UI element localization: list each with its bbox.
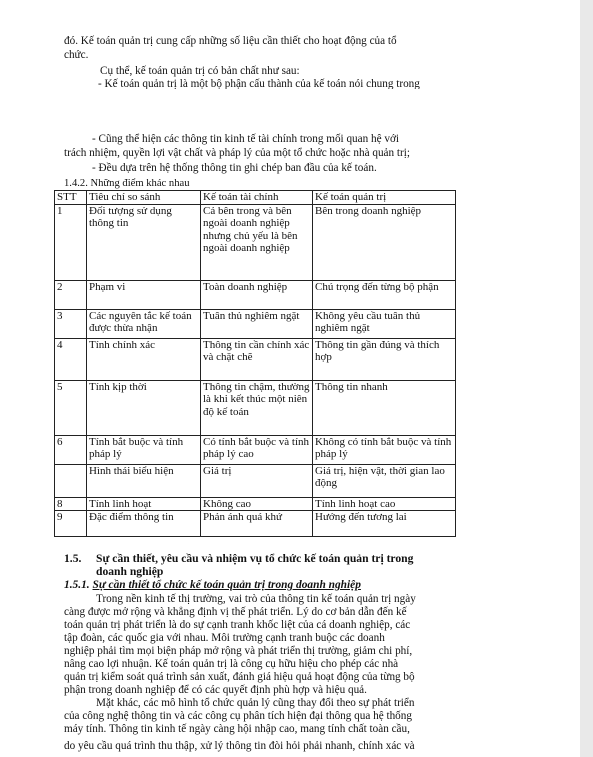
cell-criteria: Các nguyên tắc kế toán được thừa nhận	[87, 309, 201, 338]
cell-stt: 9	[55, 511, 87, 537]
body-line-clipped: do yêu cầu quá trình thu thập, xử lý thông tin đòi hỏi phải nhanh, chính xác và	[64, 740, 415, 752]
body-line: nghiệp phải tìm mọi biện pháp mở rộng và phát triển thị trường, giảm chi phí,	[64, 645, 413, 657]
table-row	[55, 435, 456, 464]
cell-financial: Giá trị	[201, 464, 313, 497]
cell-stt: 1	[55, 204, 87, 280]
table-row	[55, 204, 456, 280]
comparison-table	[54, 190, 456, 537]
cell-management: Tính linh hoạt cao	[313, 497, 456, 511]
section-number: 1.5.	[64, 552, 82, 565]
body-line: Trong nền kinh tế thị trường, vai trò của thông tin kế toán quản trị ngày	[96, 593, 416, 605]
cell-financial: Cả bên trong và bên ngoài doanh nghiệp nhưng chủ yếu là bên ngoài doanh nghiệp	[201, 204, 313, 280]
cell-financial: Tuân thủ nghiêm ngặt	[201, 309, 313, 338]
cell-management: Chú trọng đến từng bộ phận	[313, 280, 456, 309]
table-row	[55, 464, 456, 497]
cell-management: Thông tin gần đúng và thích hợp	[313, 338, 456, 380]
intro-line-4-clipped: - Kế toán quản trị là một bộ phận cấu thành của kế toán nói chung trong	[98, 78, 420, 89]
body-line: càng được mở rộng và khẳng định vị thế phát triển. Lý do cơ bản dẫn đến kế	[64, 606, 407, 618]
cell-criteria: Đối tượng sử dụng thông tin	[87, 204, 201, 280]
intro-line-2: chức.	[64, 49, 89, 61]
cell-stt: 2	[55, 280, 87, 309]
cell-financial: Thông tin chậm, thường là khi kết thúc một niên độ kế toán	[201, 380, 313, 435]
cell-criteria: Tính linh hoạt	[87, 497, 201, 511]
page-edge-shadow	[580, 0, 593, 757]
cell-financial: Có tính bắt buộc và tính pháp lý cao	[201, 435, 313, 464]
body-line: của công nghệ thông tin và các công cụ phân tích hiện đại thông qua hệ thống	[64, 710, 412, 722]
cell-financial: Phản ánh quá khứ	[201, 511, 313, 537]
intro-line-3: Cụ thể, kế toán quản trị có bản chất như sau:	[100, 65, 300, 77]
cell-criteria: Phạm vi	[87, 280, 201, 309]
cell-stt: 4	[55, 338, 87, 380]
cell-financial: Không cao	[201, 497, 313, 511]
cell-management: Không có tính bắt buộc và tính pháp lý	[313, 435, 456, 464]
table-row	[55, 511, 456, 537]
body-line: toán quản trị phát triển là do sự cạnh tranh khốc liệt của cá doanh nghiệp, các	[64, 619, 411, 631]
cell-stt: 3	[55, 309, 87, 338]
subsection-heading	[64, 579, 361, 592]
header-stt: STT	[55, 191, 87, 205]
cell-criteria: Tính kịp thời	[87, 380, 201, 435]
cell-management: Không yêu cầu tuân thủ nghiêm ngặt	[313, 309, 456, 338]
cell-stt: 5	[55, 380, 87, 435]
cell-financial: Toàn doanh nghiệp	[201, 280, 313, 309]
cell-management: Bên trong doanh nghiệp	[313, 204, 456, 280]
para2-line-3: - Đều dựa trên hệ thống thông tin ghi chép ban đầu của kế toán.	[92, 162, 377, 174]
cell-criteria: Tính bắt buộc và tính pháp lý	[87, 435, 201, 464]
table-row	[55, 280, 456, 309]
cell-stt: 8	[55, 497, 87, 511]
cell-criteria: Tính chính xác	[87, 338, 201, 380]
table-header-row	[55, 191, 456, 205]
header-criteria: Tiêu chí so sánh	[87, 191, 201, 205]
table-row	[55, 497, 456, 511]
body-line: nâng cao lợi nhuận. Kế toán quản trị là công cụ hữu hiệu cho phép các nhà	[64, 658, 399, 670]
cell-stt	[55, 464, 87, 497]
subsection-title: Sự cần thiết tổ chức kế toán quản trị trong doanh nghiệp	[92, 579, 361, 591]
body-line: phận trong doanh nghiệp để có các quyết định phù hợp và hiệu quả.	[64, 684, 367, 696]
header-financial-accounting: Kế toán tài chính	[201, 191, 313, 205]
table-row	[55, 309, 456, 338]
cell-stt: 6	[55, 435, 87, 464]
cell-financial: Thông tin cần chính xác và chặt chẽ	[201, 338, 313, 380]
cell-management: Giá trị, hiện vật, thời gian lao động	[313, 464, 456, 497]
section-title-line-2: doanh nghiệp	[96, 565, 164, 578]
body-line: Mặt khác, các mô hình tổ chức quản lý cũng thay đổi theo sự phát triển	[96, 697, 415, 709]
cell-criteria: Đặc điểm thông tin	[87, 511, 201, 537]
table-caption: 1.4.2. Những điểm khác nhau	[64, 178, 190, 189]
para2-line-2: trách nhiệm, quyền lợi vật chất và pháp lý của một tổ chức hoặc nhà quản trị;	[64, 147, 410, 159]
body-line: tập đoàn, các quốc gia với nhau. Môi trường cạnh tranh buộc các doanh	[64, 632, 385, 644]
header-management-accounting: Kế toán quản trị	[313, 191, 456, 205]
section-title-line-1: Sự cần thiết, yêu cầu và nhiệm vụ tổ chức kế toán quản trị trong	[96, 552, 414, 565]
body-line: quản trị kiểm soát quá trình sản xuất, đánh giá hiệu quả hoạt động của từng bộ	[64, 671, 415, 683]
table-row	[55, 380, 456, 435]
intro-line-1: đó. Kế toán quản trị cung cấp những số liệu cần thiết cho hoạt động của tổ	[64, 35, 397, 47]
table-row	[55, 338, 456, 380]
cell-criteria: Hình thái biểu hiện	[87, 464, 201, 497]
cell-management: Thông tin nhanh	[313, 380, 456, 435]
cell-management: Hướng đến tương lai	[313, 511, 456, 537]
subsection-number: 1.5.1.	[64, 579, 90, 591]
para2-line-1: - Cũng thể hiện các thông tin kinh tế tài chính trong mối quan hệ với	[92, 133, 399, 145]
body-line: máy tính. Thông tin kinh tế ngày càng hội nhập cao, mang tính chất toàn cầu,	[64, 723, 410, 735]
